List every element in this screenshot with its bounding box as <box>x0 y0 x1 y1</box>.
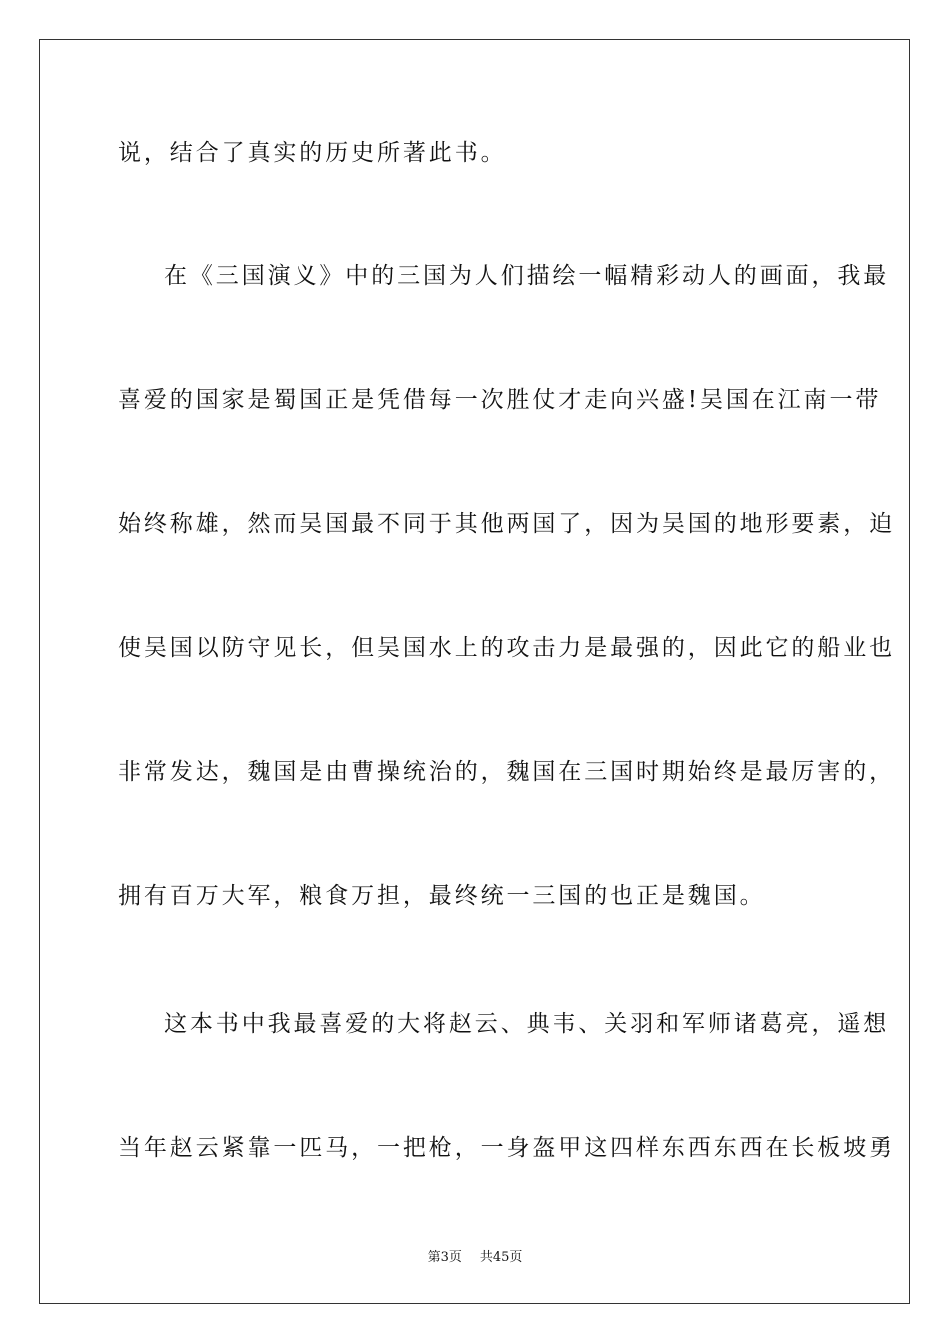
text-line-5: 使吴国以防守见长，但吴国水上的攻击力是最强的，因此它的船业也 <box>118 635 895 661</box>
text-line-3: 喜爱的国家是蜀国正是凭借每一次胜仗才走向兴盛!吴国在江南一带 <box>118 387 882 413</box>
page-footer <box>0 1250 950 1266</box>
total-pages: 共45页 <box>479 1250 523 1265</box>
text-line-7: 拥有百万大军，粮食万担，最终统一三国的也正是魏国。 <box>118 883 766 909</box>
text-line-6: 非常发达，魏国是由曹操统治的，魏国在三国时期始终是最厉害的， <box>118 759 895 785</box>
text-line-9: 当年赵云紧靠一匹马，一把枪，一身盔甲这四样东西东西在长板坡勇 <box>118 1135 895 1161</box>
page-number: 第3页 <box>427 1250 462 1265</box>
text-line-1: 说，结合了真实的历史所著此书。 <box>118 140 507 166</box>
text-line-2: 在《三国演义》中的三国为人们描绘一幅精彩动人的画面，我最 <box>164 263 890 289</box>
text-line-4: 始终称雄，然而吴国最不同于其他两国了，因为吴国的地形要素，迫 <box>118 511 895 537</box>
text-line-8: 这本书中我最喜爱的大将赵云、典韦、关羽和军师诸葛亮，遥想 <box>164 1011 890 1037</box>
page-frame <box>39 39 910 1304</box>
